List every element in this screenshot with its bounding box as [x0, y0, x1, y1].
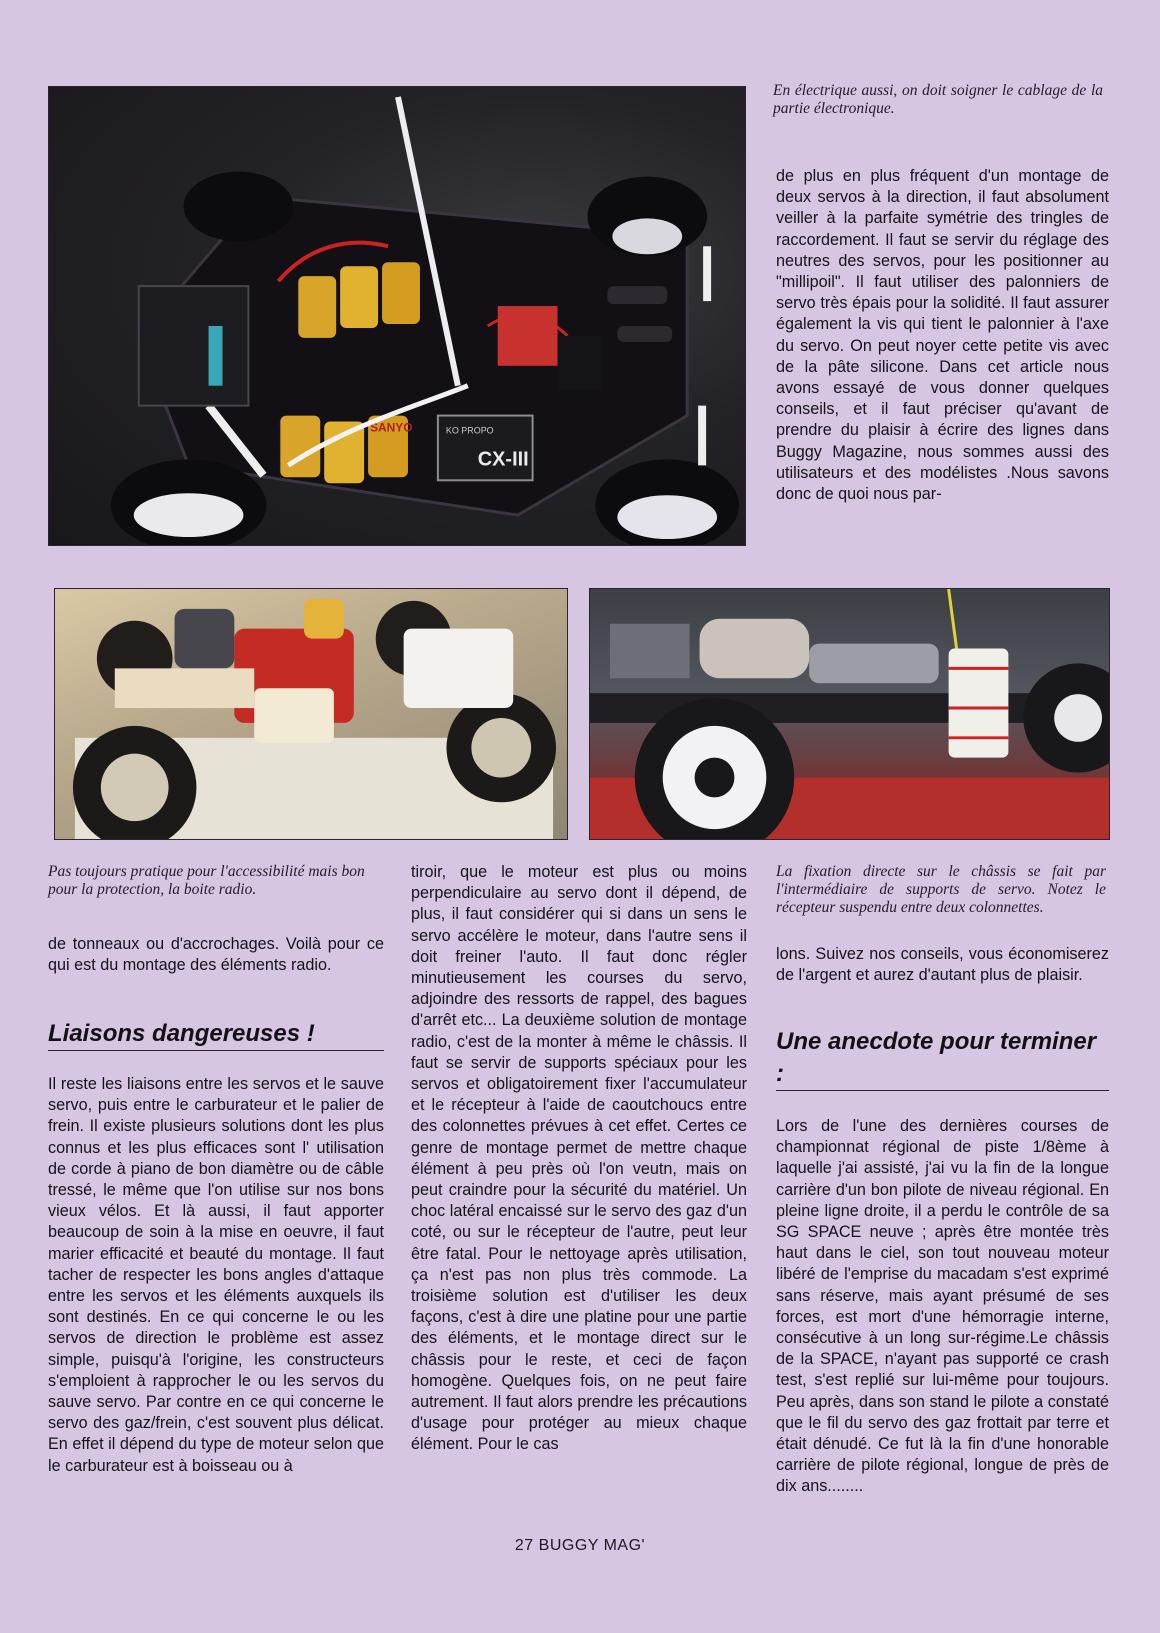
- article-paragraph: Lors de l'une des dernières courses de championnat régional de piste 1/8ème à laquelle j'ai assisté, j'ai vu la fin de la longue carrière d'un bon pilote de niveau régional. En pleine ligne droite, il a perdu le contrôle de sa SG SPACE neuve ; après être montée très haut dans le ciel, son tout nouveau moteur libéré de l'emprise du macadam s'est exprimé sans réserve, mais ayant présumé de ses forces, est mort d'une hémorragie interne, consécutive à un long sur-régime.Le châssis de la SPACE, n'ayant pas supporté ce crash test, s'est replié sur lui-même pour toujours. Peu après, dans son stand le pilote a constaté que le fil du servo des gaz frottait par terre et était dénudé. Ce fut là la fin d'une honorable carrière de pilote régional, longue de près de dix ans........: [776, 1117, 1109, 1496]
- receiver-brand-label: CX-III: [477, 448, 529, 471]
- article-paragraph: de tonneaux ou d'accrochages. Voilà pour ce qui est du montage des éléments radio.: [48, 935, 384, 975]
- article-paragraph: lons. Suivez nos conseils, vous économiserez de l'argent et aurez d'autant plus de plaisir.: [776, 945, 1109, 985]
- page-footer: [0, 1537, 1160, 1555]
- article-column-2: [411, 862, 747, 1456]
- article-paragraph: Il reste les liaisons entre les servos et le sauve servo, puis entre le carburateur et le palier de frein. Il existe plusieurs solutions dont les plus connus et les plus efficaces sont l' utilisation de corde à piano de bon diamètre ou de câble tressé, le même que l'on utilise sur nos bons vieux vélos. Et là aussi, il faut apporter beaucoup de soin à la mise en oeuvre, il faut marier efficacité et beauté du montage. Il faut tacher de respecter les bons angles d'attaque entre les servos et les éléments auxquels ils sont destinés. En ce qui concerne le ou les servos de direction le problème est assez simple, puisqu'à l'origine, les constructeurs s'emploient à rapprocher le ou les servos du sauve servo. Par contre en ce qui concerne le servo des gaz/frein, c'est souvent plus délicat. En effet il dépend du type de moteur selon que le carburateur est à boisseau ou à: [48, 1075, 384, 1475]
- bottom-right-photo-caption: La fixation directe sur le châssis se fait par l'intermédiaire de supports de servo. Notez le récepteur suspendu entre deux colonnettes.: [776, 863, 1106, 916]
- section-heading-liaisons: Liaisons dangereuses !: [48, 1018, 384, 1051]
- bottom-left-photo-caption: Pas toujours pratique pour l'accessibilité mais bon pour la protection, la boite radio.: [48, 863, 365, 898]
- receiver-maker-label: KO PROPO: [445, 425, 494, 436]
- main-photo-electric-buggy: [48, 86, 746, 546]
- bottom-left-photo-radio-box: [54, 588, 568, 840]
- article-paragraph: tiroir, que le moteur est plus ou moins perpendiculaire au servo dont il dépend, de plus, il faut considérer qui si dans un sens le servo accélère le moteur, dans l'autre sens il doit freiner l'auto. Il faut donc régler minutieusement les courses du servo, adjoindre des ressorts de rappel, des bagues d'arrêt etc... La deuxième solution de montage radio, c'est de la monter à même le châssis. Il faut se servir de supports spéciaux pour les servos et obligatoirement fixer l'accumulateur et le récepteur à l'aide de caoutchoucs entre des colonnettes prévues à cet effet. Certes ce genre de montage permet de mettre chaque élément à peu près où l'on veutn, mais on peut craindre pour la sécurité du matériel. Un choc latéral encaissé sur le servo des gaz d'un coté, ou sur le récepteur de l'autre, peut leur être fatal. Pour le nettoyage après utilisation, ça n'est pas non plus très commode. La troisième solution est d'utiliser les deux façons, c'est à dire une platine pour une partie des éléments, et le montage direct sur le châssis pour le reste, et ceci de façon homogène. Quelques fois, on ne peut faire autrement. Il faut alors prendre les précautions d'usage pour protéger au mieux chaque élément. Pour le cas: [411, 863, 747, 1454]
- article-paragraph: de plus en plus fréquent d'un montage de deux servos à la direction, il faut absolument veiller à la parfaite symétrie des tringles de raccordement. Il faut se servir du réglage des neutres des servos, pour les positionner au "millipoil". Il faut utiliser des palonniers de servo très épais pour la solidité. Il faut assurer également la vis qui tient le palonnier à l'axe du servo. On peut noyer cette petite vis avec de la pâte silicone. Dans cet article nous avons essayé de vous donner quelques conseils, et il faut préciser qu'avant de prendre du plaisir à écrire des lignes dans Buggy Magazine, nous sommes aussi des utilisateurs et des modélistes .Nous savons donc de quoi nous par-: [776, 167, 1109, 504]
- page-number: 27: [514, 1537, 534, 1554]
- main-photo-caption: En électrique aussi, on doit soigner le cablage de la partie électronique.: [773, 82, 1103, 117]
- article-column-1-intro: [48, 934, 384, 976]
- article-column-3-intro: [776, 944, 1109, 986]
- section-heading-anecdote: Une anecdote pour terminer :: [776, 1026, 1109, 1091]
- battery-brand-label: SANYO: [370, 420, 413, 435]
- bottom-right-photo-servo-supports: [589, 588, 1110, 840]
- article-column-3-body: [776, 1116, 1109, 1498]
- magazine-name: BUGGY MAG': [538, 1537, 646, 1554]
- article-top-right-column: [776, 166, 1109, 566]
- article-column-1-body: [48, 1074, 384, 1477]
